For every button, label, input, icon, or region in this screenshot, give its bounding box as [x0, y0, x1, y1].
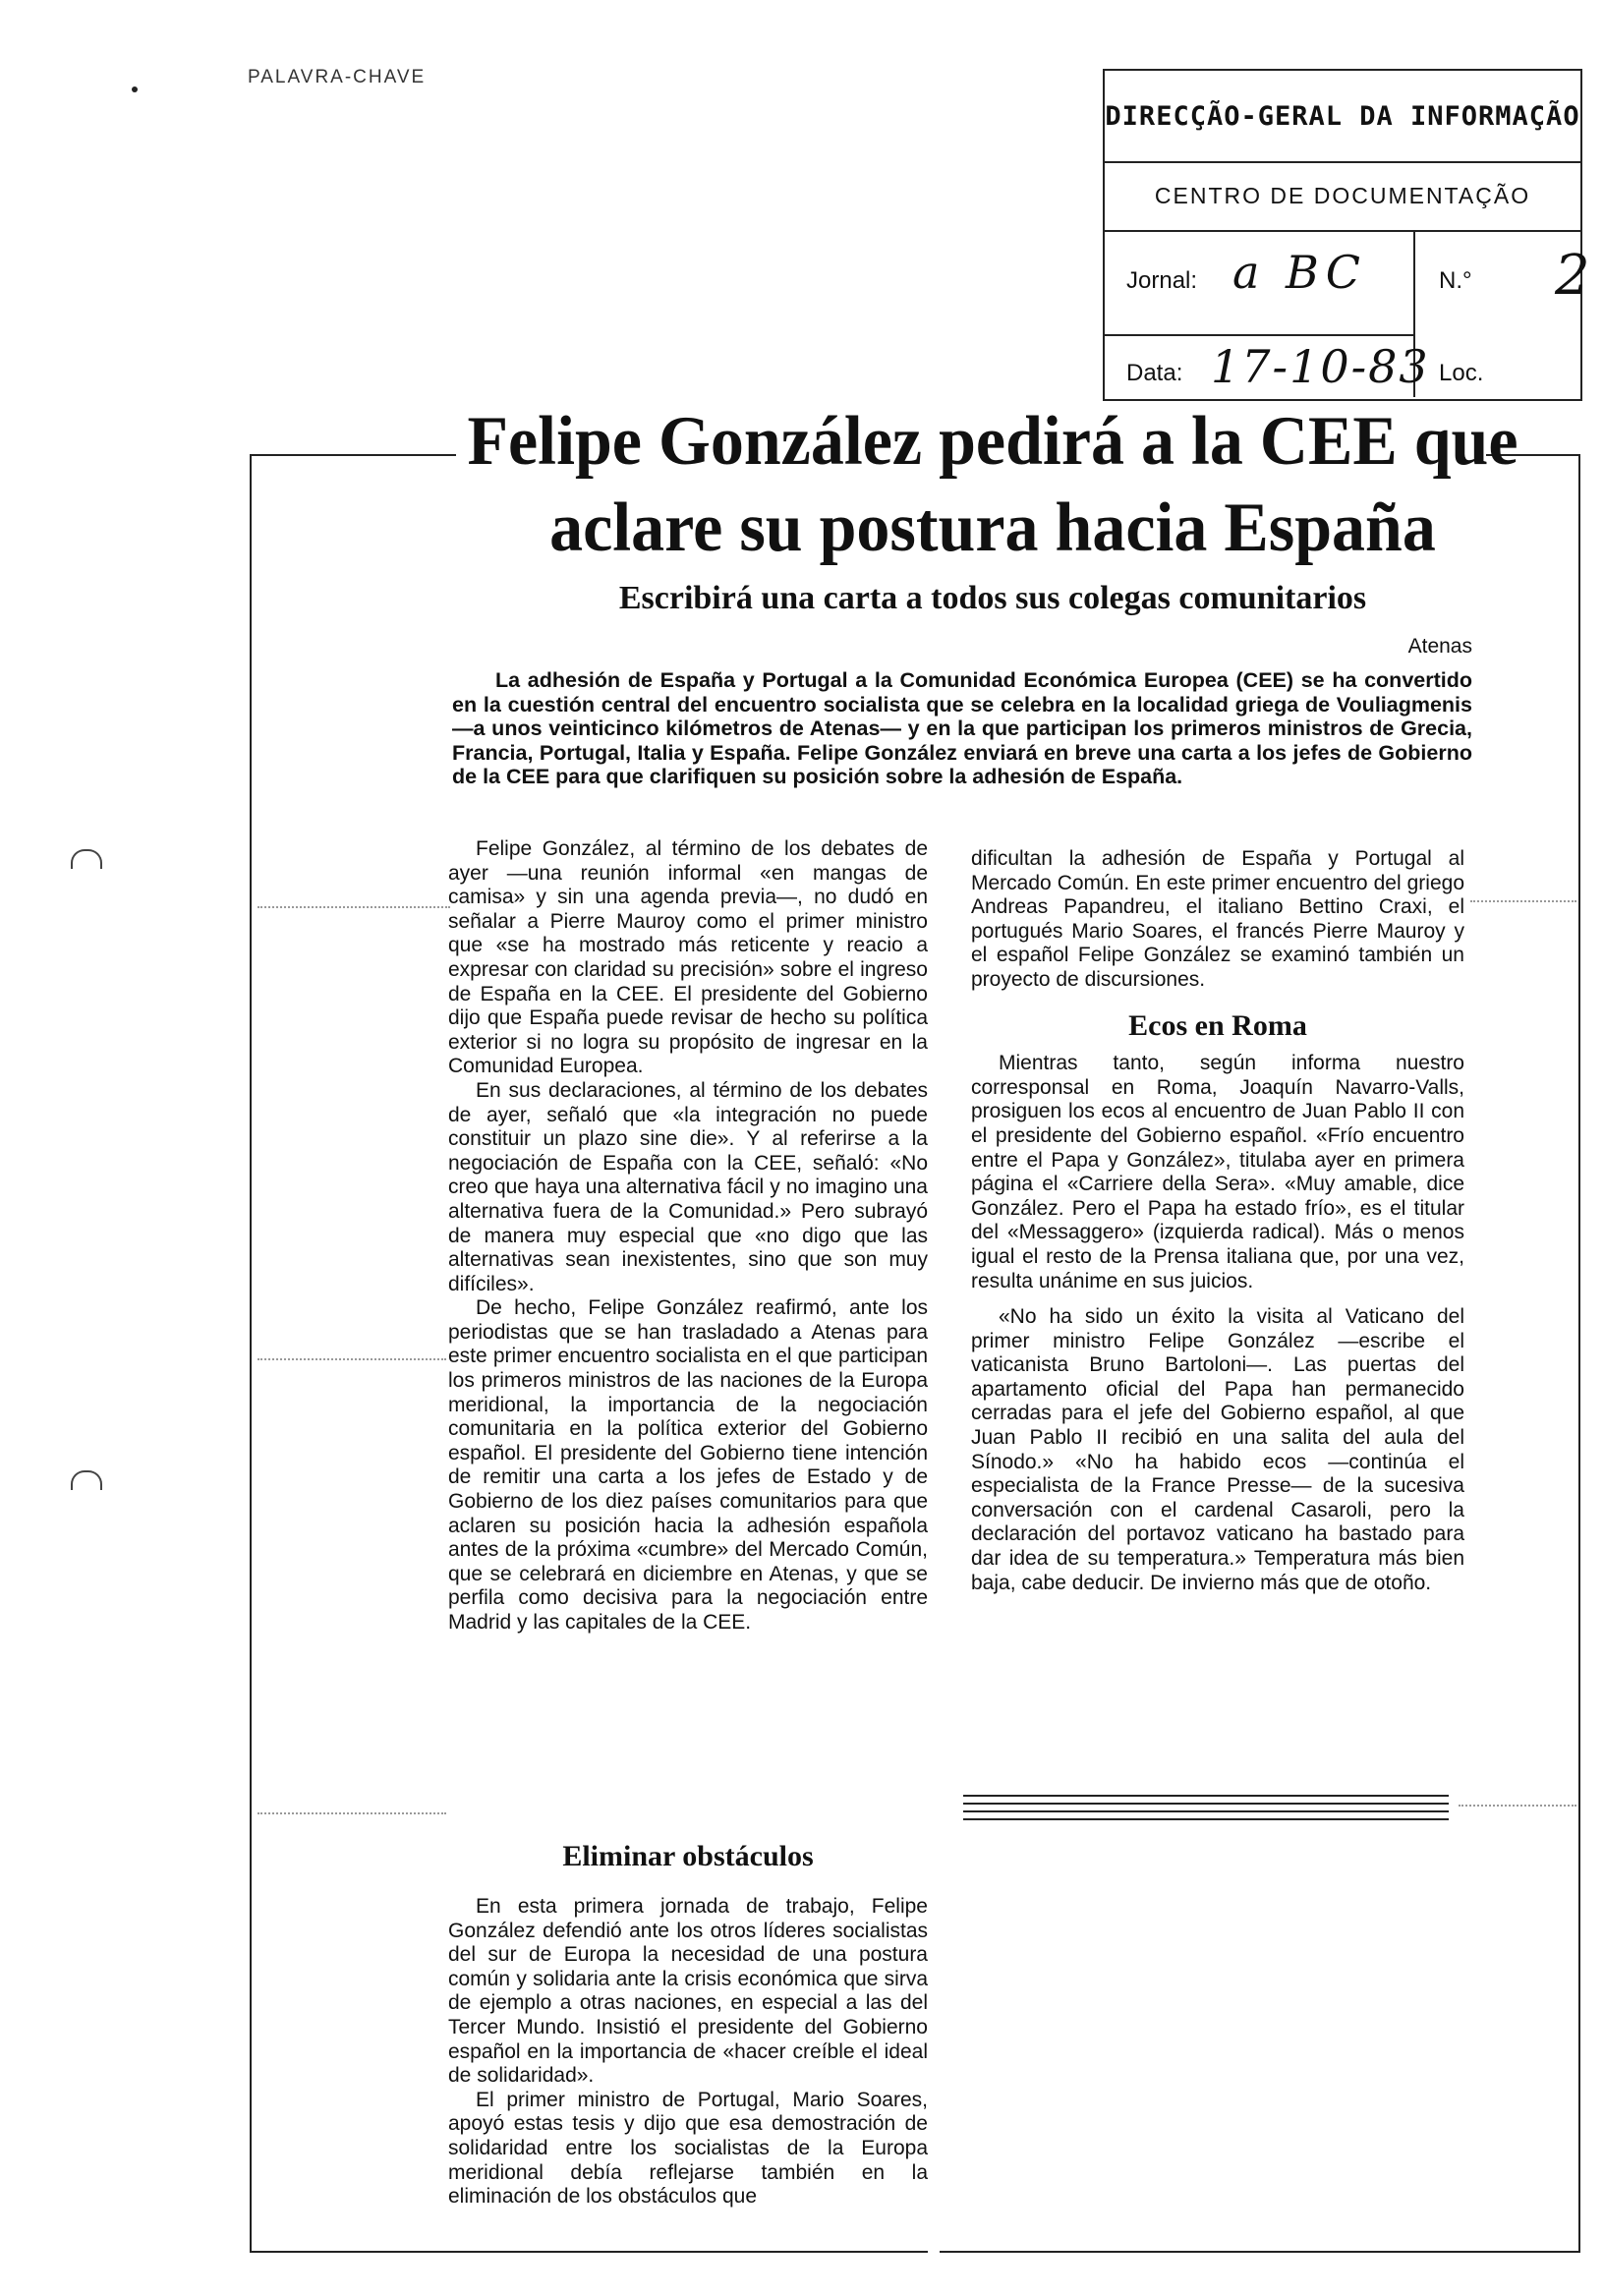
headline-line-2: aclare su postura hacia España	[549, 488, 1436, 566]
margin-number: 2	[1555, 244, 1590, 308]
headline-line-1: Felipe González pedirá a la CEE que	[467, 401, 1518, 480]
end-rule-3	[963, 1810, 1449, 1812]
frame-right	[1578, 454, 1580, 2253]
cut-guide-2	[1470, 900, 1576, 902]
subheadline: Escribirá una carta a todos sus colegas comunitarios	[618, 580, 1367, 616]
end-rule-4	[963, 1818, 1449, 1820]
right-paragraph-3: «No ha sido un éxito la visita al Vaticano del primer ministro Felipe González —escribe el vaticanista Bruno Bartoloni—. Las puertas del apartamento oficial del Papa han permanecido cerradas para el jefe del Gobierno español, al que Juan Pablo II recibió en una salita del aula del Sínodo.» «No ha habido ecos —continúa el especialista de la France Presse— de la sucesiva conversación con el cardenal Casaroli, pero la declaración del portavoz vaticano ha bastado para dar idea de su temperatura.» Temperatura más bien baja, cabe deducir. De invierno más que de otoño.	[971, 1305, 1464, 1594]
right-column	[971, 847, 1464, 1595]
stamp-separator	[1105, 334, 1413, 336]
bullet-dot	[132, 86, 138, 92]
cut-guide-4	[258, 1812, 446, 1814]
left-paragraph-1: Felipe González, al término de los debates de ayer —una reunión informal «en mangas de camisa» y sin una agenda previa—, no dudó en señalar a Pierre Mauroy como el primer ministro que «se ha mostrado más reticente y reacio a expresar con claridad su precisión» sobre el ingreso de España en la CEE. El presidente del Gobierno dijo que España puede revisar de hecho su política exterior si no logra su propósito de ingresar en la Comunidad Europea.	[448, 837, 928, 1078]
frame-left	[250, 454, 252, 2253]
keyword-label: PALAVRA-CHAVE	[248, 67, 427, 87]
stamp-jornal-value: a BC	[1232, 246, 1366, 299]
punch-hole-1	[71, 849, 102, 869]
right-paragraph-1: dificultan la adhesión de España y Portugal al Mercado Común. En este primer encuentro del griego Andreas Papandreu, el italiano Bettino Craxi, el portugués Mario Soares, el francés Pierre Mauroy y el español Felipe González se examinó también un proyecto de discursiones.	[971, 847, 1464, 991]
left-column-lower	[448, 1895, 928, 2210]
stamp-data-value: 17-10-83	[1211, 340, 1430, 393]
punch-hole-2	[71, 1470, 102, 1490]
stamp-jornal-label: Jornal:	[1126, 267, 1198, 294]
right-paragraph-2: Mientras tanto, según informa nuestro corresponsal en Roma, Joaquín Navarro-Valls, prosiguen los ecos al encuentro de Juan Pablo II con el presidente del Gobierno español. «Frío encuentro entre el Papa y González», titulaba ayer en primera página el «Carriere della Sera». «Muy amable, dice González. Pero el Papa ha estado frío», es el titular del «Messaggero» (izquierda radical). Más o menos igual el resto de la Prensa italiana que, por una vez, resulta unánime en sus juicios.	[971, 1052, 1464, 1292]
section-title-eliminar: Eliminar obstáculos	[562, 1840, 814, 1872]
end-rule-1	[963, 1795, 1449, 1797]
stamp-data-label: Data:	[1126, 360, 1183, 386]
section1-paragraph-2: El primer ministro de Portugal, Mario Soares, apoyó estas tesis y dijo que esa demostración de solidaridad entre los socialistas de la Europa meridional debía reflejarse también en la eliminación de los obstáculos que	[448, 2088, 928, 2209]
stamp-agency: DIRECÇÃO-GERAL DA INFORMAÇÃO	[1105, 71, 1580, 163]
stamp-loc-label: Loc.	[1439, 360, 1484, 386]
stamp-numero-label: N.°	[1439, 267, 1472, 294]
frame-bottom-right	[940, 2251, 1580, 2253]
left-column	[448, 837, 928, 1636]
left-paragraph-2: En sus declaraciones, al término de los debates de ayer, señaló que «la integración no puede constituir un plazo sine die». Y al referirse a la negociación de España con la CEE, señaló: «No creo que haya una alternativa fácil y no imagino una alternativa fuera de la Comunidad.» Pero subrayó de manera muy especial que «no digo que las alternativas sean inexistentes, sino que son muy difíciles».	[448, 1078, 928, 1295]
end-rule-2	[963, 1803, 1449, 1805]
lead-paragraph: La adhesión de España y Portugal a la Comunidad Económica Europea (CEE) se ha convertido en la cuestión central del encuentro socialista que se celebra en la localidad griega de Vouliagmenis —a unos veinticinco kilómetros de Atenas— y en la que participan los primeros ministros de Grecia, Francia, Portugal, Italia y España. Felipe González enviará en breve una carta a los jefes de Gobierno de la CEE para que clarifiquen su posición sobre la adhesión de España.	[452, 668, 1472, 788]
dateline: Atenas	[1407, 635, 1472, 658]
cut-guide-3	[258, 1358, 446, 1360]
cut-guide-1	[258, 906, 450, 908]
frame-bottom-left	[250, 2251, 928, 2253]
section-title-ecos: Ecos en Roma	[1128, 1008, 1307, 1042]
stamp-centre: CENTRO DE DOCUMENTAÇÃO	[1105, 161, 1580, 232]
left-paragraph-3: De hecho, Felipe González reafirmó, ante los periodistas que se han trasladado a Atenas para este primer encuentro socialista en el que participan los primeros ministros de las naciones de la Europa meridional, la importancia de la negociación comunitaria en la política exterior del Gobierno español. El presidente del Gobierno tiene intención de remitir una carta a los jefes de Estado y de Gobierno de los diez países comunitarios para que aclaren su posición hacia la adhesión española antes de la próxima «cumbre» del Mercado Común, que se celebrará en diciembre en Atenas, y que se perfila como decisiva para la negociación entre Madrid y las capitales de la CEE.	[448, 1296, 928, 1634]
cut-guide-5	[1459, 1805, 1576, 1807]
archive-stamp	[1103, 69, 1582, 401]
stamp-details	[1105, 230, 1580, 397]
section1-paragraph-1: En esta primera jornada de trabajo, Felipe González defendió ante los otros líderes socialistas del sur de Europa la necesidad de una postura común y solidaria ante la crisis económica que sirva de ejemplo a otras naciones, en especial a las del Tercer Mundo. Insistió el presidente del Gobierno español en la importancia de «hacer creíble el ideal de solidaridad».	[448, 1895, 928, 2088]
